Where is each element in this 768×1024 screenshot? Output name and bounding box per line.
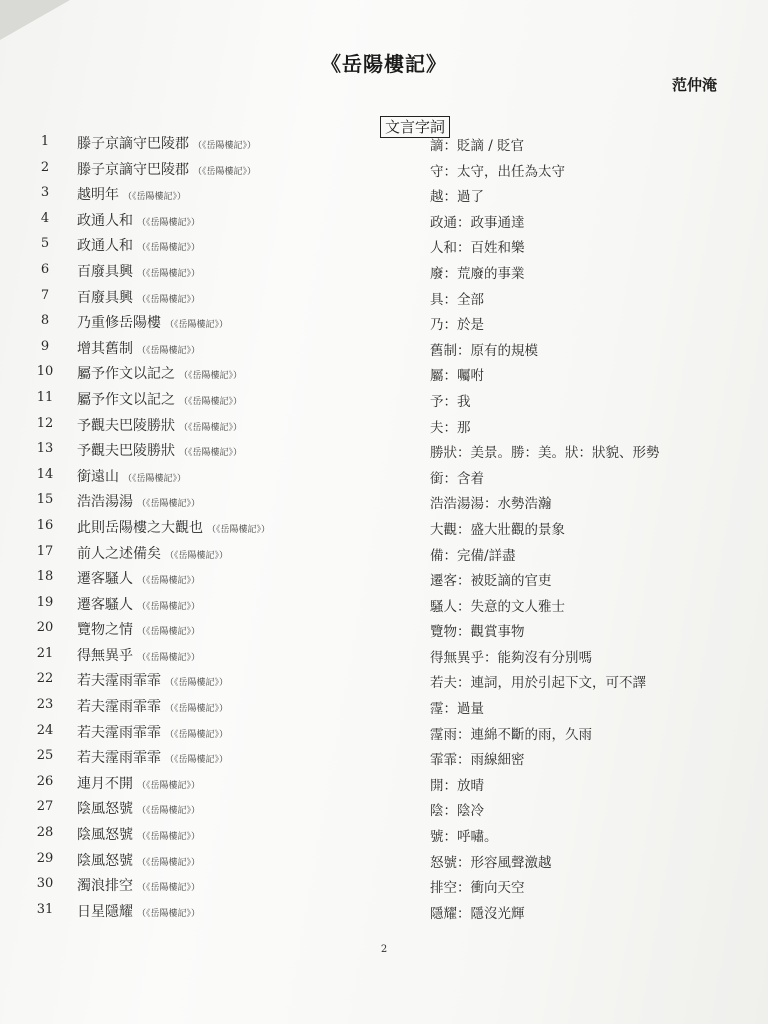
- vocabulary-row: [0, 744, 768, 770]
- entry-number: 30: [36, 876, 54, 892]
- vocabulary-row: [0, 821, 768, 847]
- entry-source: （《岳陽樓記》）: [179, 448, 243, 459]
- entry-gloss: 人和：百姓和樂: [430, 240, 525, 257]
- entry-phrase: 覽物之情: [77, 622, 133, 639]
- entry-phrase-group: [77, 287, 200, 307]
- entry-number: 25: [36, 748, 54, 764]
- entry-gloss: 乃：於是: [430, 317, 484, 334]
- entry-number: 18: [36, 569, 54, 585]
- entry-source: （《岳陽樓記》）: [123, 473, 187, 484]
- entry-source: （《岳陽樓記》）: [193, 166, 257, 177]
- entry-gloss: 覽物：觀賞事物: [430, 624, 525, 641]
- entry-source: （《岳陽樓記》）: [137, 601, 201, 612]
- entry-source: （《岳陽樓記》）: [137, 652, 201, 663]
- entry-phrase-group: [77, 338, 200, 358]
- entry-phrase: 若夫霪雨霏霏: [77, 750, 161, 767]
- entry-number: 26: [36, 773, 54, 789]
- entry-phrase-group: [77, 901, 200, 921]
- entry-phrase-group: [77, 696, 228, 716]
- vocabulary-row: [0, 565, 768, 591]
- entry-phrase: 增其舊制: [77, 340, 133, 357]
- entry-gloss: 霪雨：連綿不斷的雨，久雨: [430, 726, 592, 743]
- entry-number: 13: [36, 441, 54, 457]
- document-author: 范仲淹: [672, 76, 718, 94]
- entry-source: （《岳陽樓記》）: [137, 857, 201, 868]
- entry-phrase: 乃重修岳陽樓: [77, 315, 161, 332]
- page-corner-fold: [0, 0, 70, 40]
- entry-gloss: 予：我: [430, 393, 471, 410]
- entry-gloss: 隱耀：隱沒光輝: [430, 905, 525, 922]
- entry-gloss: 怒號：形容風聲激越: [430, 854, 552, 871]
- entry-phrase: 百廢具興: [77, 263, 133, 280]
- entry-gloss: 勝狀：美景。勝：美。狀：狀貌、形勢: [430, 445, 660, 462]
- entry-number: 31: [36, 901, 54, 917]
- vocabulary-row: [0, 181, 768, 207]
- entry-number: 2: [40, 159, 50, 175]
- entry-number: 12: [36, 415, 54, 431]
- entry-gloss: 舊制：原有的規模: [430, 342, 538, 359]
- entry-number: 4: [40, 210, 50, 226]
- entry-phrase: 若夫霪雨霏霏: [77, 673, 161, 690]
- entry-phrase: 日星隱耀: [77, 903, 133, 920]
- entry-phrase: 此則岳陽樓之大觀也: [77, 519, 203, 536]
- entry-number: 15: [36, 492, 54, 508]
- entry-gloss: 得無異乎：能夠沒有分別嗎: [430, 649, 592, 666]
- entry-phrase-group: [77, 773, 200, 793]
- entry-phrase: 予觀夫巴陵勝狀: [77, 443, 175, 460]
- entry-phrase: 前人之述備矣: [77, 545, 161, 562]
- entry-source: （《岳陽樓記》）: [165, 678, 229, 689]
- entry-phrase-group: [77, 466, 186, 486]
- entry-number: 20: [36, 620, 54, 636]
- vocabulary-row: [0, 616, 768, 642]
- entry-phrase-group: [77, 312, 228, 332]
- entry-phrase: 得無異乎: [77, 647, 133, 664]
- entry-number: 21: [36, 645, 54, 661]
- entry-source: （《岳陽樓記》）: [137, 243, 201, 254]
- entry-source: （《岳陽樓記》）: [137, 345, 201, 356]
- entry-phrase: 浩浩湯湯: [77, 494, 133, 511]
- entry-number: 22: [36, 671, 54, 687]
- entry-phrase: 濁浪排空: [77, 878, 133, 895]
- entry-gloss: 遷客：被貶謫的官吏: [430, 573, 552, 590]
- vocabulary-row: [0, 284, 768, 310]
- entry-source: （《岳陽樓記》）: [137, 499, 201, 510]
- vocabulary-row: [0, 591, 768, 617]
- entry-gloss: 排空：衝向天空: [430, 880, 525, 897]
- entry-phrase-group: [77, 184, 186, 204]
- vocabulary-row: [0, 232, 768, 258]
- entry-source: （《岳陽樓記》）: [193, 141, 257, 151]
- vocabulary-row: [0, 514, 768, 540]
- entry-number: 7: [40, 287, 50, 303]
- entry-number: 23: [36, 697, 54, 713]
- vocabulary-row: [0, 847, 768, 873]
- entry-gloss: 守：太守，出任為太守: [430, 163, 565, 180]
- entry-phrase-group: [77, 210, 200, 230]
- entry-gloss: 開：放晴: [430, 777, 484, 794]
- vocabulary-row: [0, 667, 768, 693]
- entry-source: （《岳陽樓記》）: [165, 320, 229, 331]
- entry-number: 16: [36, 517, 54, 533]
- vocabulary-row: [0, 872, 768, 898]
- entry-gloss: 霪：過量: [430, 701, 484, 718]
- vocabulary-row: [0, 693, 768, 719]
- entry-phrase: 政通人和: [77, 212, 133, 229]
- entry-phrase-group: [77, 568, 200, 588]
- entry-number: 19: [36, 594, 54, 610]
- entry-phrase-group: [77, 619, 200, 639]
- entry-gloss: 越：過了: [430, 189, 484, 206]
- entry-gloss: 備：完備/詳盡: [430, 547, 516, 564]
- entry-number: 28: [36, 825, 54, 841]
- entry-gloss: 浩浩湯湯：水勢浩瀚: [430, 496, 552, 513]
- entry-number: 17: [36, 543, 54, 559]
- entry-phrase: 銜遠山: [77, 468, 119, 485]
- entry-number: 1: [40, 134, 50, 149]
- vocabulary-row: [0, 437, 768, 463]
- entry-source: （《岳陽樓記》）: [179, 396, 243, 407]
- entry-gloss: 大觀：盛大壯觀的景象: [430, 521, 565, 538]
- entry-source: （《岳陽樓記》）: [137, 217, 201, 228]
- entry-phrase-group: [77, 670, 228, 690]
- entry-source: （《岳陽樓記》）: [165, 755, 229, 766]
- entry-phrase-group: [77, 415, 242, 435]
- entry-gloss: 騷人：失意的文人雅士: [430, 598, 565, 615]
- entry-phrase-group: [77, 747, 228, 767]
- entry-phrase-group: [77, 517, 270, 537]
- entry-source: （《岳陽樓記》）: [137, 908, 201, 919]
- vocabulary-row: [0, 258, 768, 284]
- entry-phrase: 陰風怒號: [77, 852, 133, 869]
- entry-source: （《岳陽樓記》）: [165, 704, 229, 715]
- vocabulary-row: [0, 642, 768, 668]
- entry-phrase-group: [77, 594, 200, 614]
- entry-number: 29: [36, 850, 54, 866]
- entry-source: （《岳陽樓記》）: [179, 371, 243, 382]
- entry-phrase: 連月不開: [77, 775, 133, 792]
- entry-number: 3: [40, 185, 50, 201]
- entry-phrase-group: [77, 440, 242, 460]
- document-title: 《岳陽樓記》: [321, 52, 447, 76]
- vocabulary-row: [0, 898, 768, 924]
- entry-phrase-group: [77, 645, 200, 665]
- entry-gloss: 陰：陰冷: [430, 803, 484, 820]
- entry-number: 11: [36, 389, 54, 405]
- entry-phrase: 屬予作文以記之: [77, 366, 175, 383]
- entry-source: （《岳陽樓記》）: [137, 576, 201, 587]
- section-label: 文言字詞: [380, 116, 450, 138]
- vocabulary-list: [0, 130, 768, 923]
- entry-phrase: 遷客騷人: [77, 596, 133, 613]
- entry-phrase-group: [77, 722, 228, 742]
- entry-gloss: 政通：政事通達: [430, 214, 525, 231]
- page-number: 2: [380, 944, 388, 955]
- entry-phrase-group: [77, 159, 256, 179]
- entry-source: （《岳陽樓記》）: [165, 550, 229, 561]
- entry-gloss: 屬：囑咐: [430, 368, 484, 385]
- vocabulary-row: [0, 207, 768, 233]
- entry-gloss: 具：全部: [430, 291, 484, 308]
- entry-number: 6: [40, 261, 50, 277]
- entry-phrase: 越明年: [77, 187, 119, 204]
- vocabulary-row: [0, 386, 768, 412]
- entry-source: （《岳陽樓記》）: [207, 524, 271, 535]
- vocabulary-row: [0, 360, 768, 386]
- entry-phrase: 屬予作文以記之: [77, 391, 175, 408]
- entry-gloss: 銜：含着: [430, 470, 484, 487]
- entry-source: （《岳陽樓記》）: [137, 294, 201, 305]
- entry-phrase-group: [77, 389, 242, 409]
- vocabulary-row: [0, 719, 768, 745]
- entry-source: （《岳陽樓記》）: [137, 268, 201, 279]
- vocabulary-row: [0, 770, 768, 796]
- entry-phrase-group: [77, 543, 228, 563]
- entry-phrase-group: [77, 133, 256, 153]
- entry-number: 9: [40, 338, 50, 354]
- vocabulary-row: [0, 463, 768, 489]
- entry-phrase-group: [77, 824, 200, 844]
- entry-phrase-group: [77, 363, 242, 383]
- vocabulary-row: [0, 309, 768, 335]
- vocabulary-row: [0, 795, 768, 821]
- vocabulary-row: [0, 540, 768, 566]
- entry-phrase: 若夫霪雨霏霏: [77, 724, 161, 741]
- entry-phrase: 政通人和: [77, 238, 133, 255]
- entry-phrase: 陰風怒號: [77, 801, 133, 818]
- entry-source: （《岳陽樓記》）: [165, 729, 229, 740]
- entry-source: （《岳陽樓記》）: [137, 806, 201, 817]
- entry-phrase: 遷客騷人: [77, 571, 133, 588]
- entry-phrase: 陰風怒號: [77, 827, 133, 844]
- entry-phrase: 滕子京謫守巴陵郡: [77, 161, 189, 178]
- entry-number: 8: [40, 313, 50, 329]
- entry-phrase: 若夫霪雨霏霏: [77, 699, 161, 716]
- entry-source: （《岳陽樓記》）: [137, 883, 201, 894]
- entry-source: （《岳陽樓記》）: [137, 832, 201, 843]
- entry-number: 5: [40, 236, 50, 252]
- entry-phrase-group: [77, 261, 200, 281]
- entry-gloss: 夫：那: [430, 419, 471, 436]
- entry-phrase: 百廢具興: [77, 289, 133, 306]
- entry-gloss: 謫：貶謫 / 貶官: [430, 138, 525, 154]
- vocabulary-row: [0, 130, 768, 156]
- vocabulary-row: [0, 412, 768, 438]
- entry-source: （《岳陽樓記》）: [123, 192, 187, 203]
- vocabulary-row: [0, 335, 768, 361]
- entry-gloss: 霏霏：雨線細密: [430, 752, 525, 769]
- entry-gloss: 廢：荒廢的事業: [430, 265, 525, 282]
- entry-phrase: 予觀夫巴陵勝狀: [77, 417, 175, 434]
- entry-gloss: 號：呼嘯。: [430, 829, 498, 846]
- entry-number: 24: [36, 722, 54, 738]
- entry-number: 27: [36, 799, 54, 815]
- entry-phrase-group: [77, 875, 200, 895]
- vocabulary-row: [0, 156, 768, 182]
- entry-number: 14: [36, 466, 54, 482]
- entry-source: （《岳陽樓記》）: [137, 627, 201, 638]
- entry-source: （《岳陽樓記》）: [179, 422, 243, 433]
- entry-number: 10: [36, 364, 54, 380]
- entry-phrase: 滕子京謫守巴陵郡: [77, 136, 189, 152]
- entry-phrase-group: [77, 798, 200, 818]
- entry-phrase-group: [77, 850, 200, 870]
- vocabulary-row: [0, 488, 768, 514]
- entry-phrase-group: [77, 235, 200, 255]
- entry-phrase-group: [77, 491, 200, 511]
- entry-source: （《岳陽樓記》）: [137, 780, 201, 791]
- entry-gloss: 若夫：連詞，用於引起下文，可不譯: [430, 675, 646, 692]
